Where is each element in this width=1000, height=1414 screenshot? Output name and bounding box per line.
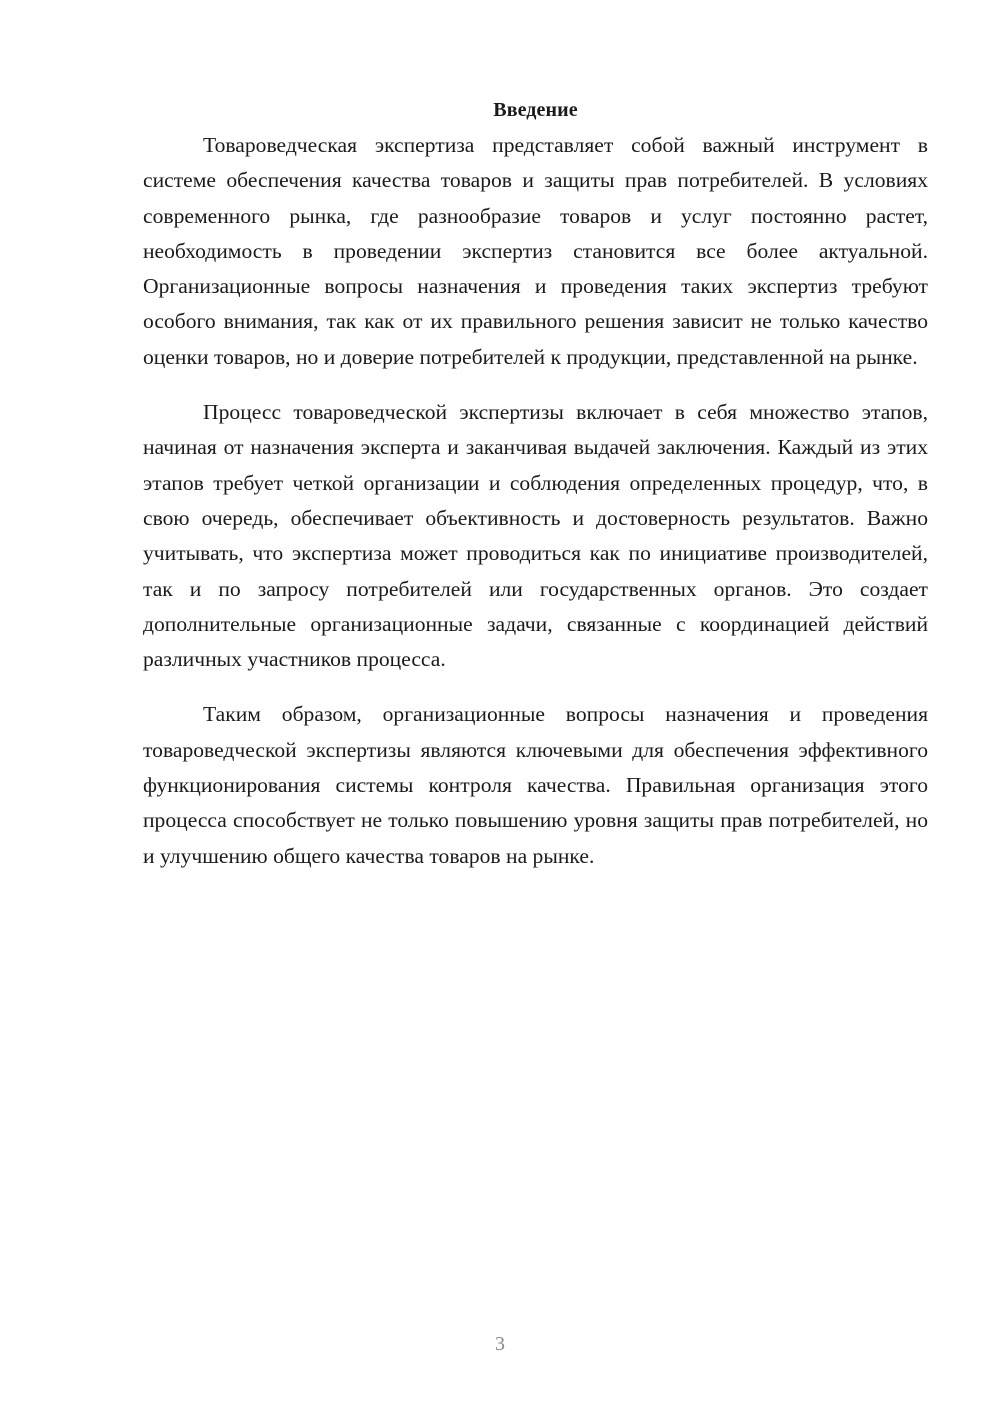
paragraph-1: Товароведческая экспертиза представляет собой важный инструмент в системе обеспечения качества товаров и защиты прав потребителей. В условиях современного рынка, где разнообразие товаров и услуг постоянно растет, необходимость в проведении экспертиз становится все более актуальной. Организационные вопросы назначения и проведения таких экспертиз требуют особого внимания, так как от их правильного решения зависит не только качество оценки товаров, но и доверие потребителей к продукции, представленной на рынке. [143, 133, 928, 369]
paragraph-2: Процесс товароведческой экспертизы включает в себя множество этапов, начиная от назначения эксперта и заканчивая выдачей заключения. Каждый из этих этапов требует четкой организации и соблюдения определенных процедур, что, в свою очередь, обеспечивает объективность и достоверность результатов. Важно учитывать, что экспертиза может проводиться как по инициативе производителей, так и по запросу потребителей или государственных органов. Это создает дополнительные организационные задачи, связанные с координацией действий различных участников процесса. [143, 400, 928, 672]
page-number: 3 [495, 1333, 505, 1355]
paragraph-3: Таким образом, организационные вопросы назначения и проведения товароведческой экспертизы являются ключевыми для обеспечения эффективного функционирования системы контроля качества. Правильная организация этого процесса способствует не только повышению уровня защиты прав потребителей, но и улучшению общего качества товаров на рынке. [143, 702, 928, 868]
page-content [143, 92, 928, 874]
section-title: Введение [493, 99, 578, 121]
